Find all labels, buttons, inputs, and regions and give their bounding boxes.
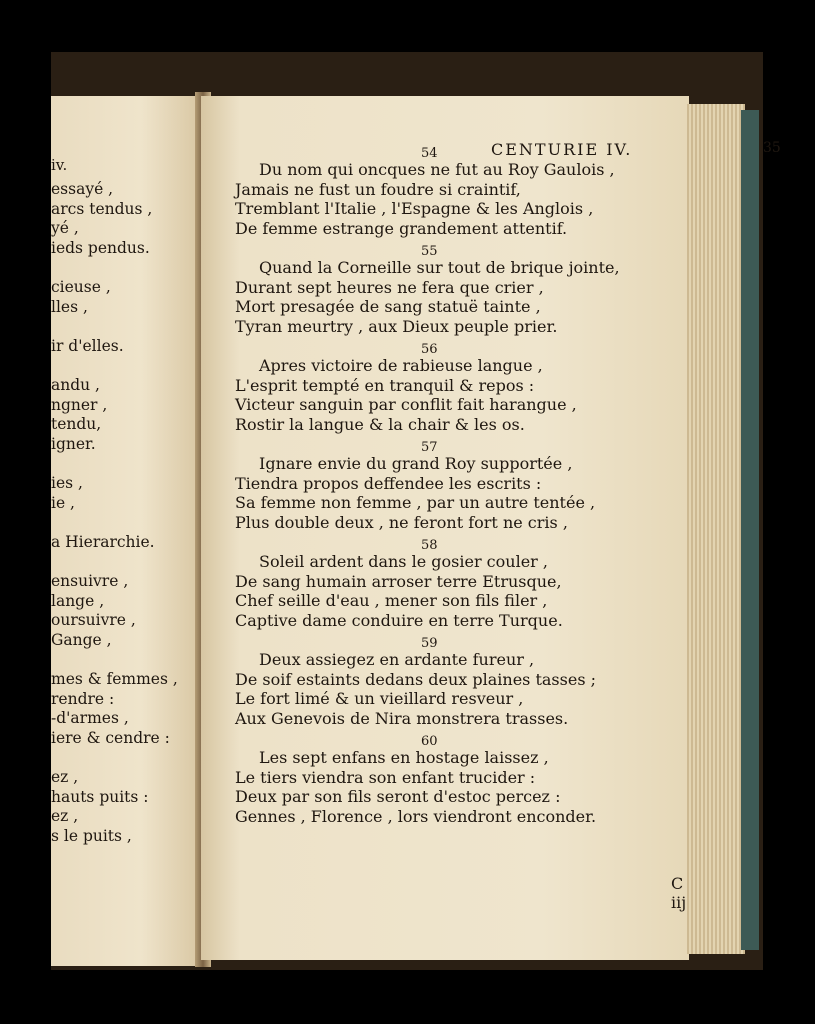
left-page-line: ngner ,: [51, 395, 108, 414]
left-page-line: lange ,: [51, 591, 105, 610]
left-page-line: a Hierarchie.: [51, 532, 155, 551]
verse-line: Durant sept heures ne fera que crier ,: [235, 277, 544, 297]
verse-line: Le tiers viendra son enfant trucider :: [235, 767, 536, 787]
left-page-line: ez ,: [51, 768, 79, 786]
verse-line: Tiendra propos deffendee les escrits :: [235, 473, 542, 493]
verse-line: Chef seille d'eau , mener son fils filer ,: [235, 591, 548, 610]
left-page-line: oursuivre ,: [51, 611, 136, 630]
left-page: [51, 96, 201, 966]
right-page: [201, 96, 781, 960]
left-page-line: lles ,: [51, 297, 88, 316]
left-page-header: iv.: [51, 156, 68, 174]
verse-line: Ignare envie du grand Roy supportée ,: [259, 454, 573, 473]
quatrain-number: 59: [421, 636, 438, 651]
left-page-line: andu ,: [51, 376, 100, 394]
left-page-line: -d'armes ,: [51, 709, 129, 728]
quatrain-number: 55: [421, 244, 438, 259]
left-page-line: essayé ,: [51, 180, 114, 198]
verse-line: Gennes , Florence , lors viendront enconder.: [235, 806, 597, 826]
quatrain-number: 58: [421, 538, 438, 553]
left-page-line: Gange ,: [51, 630, 112, 649]
verse-line: De sang humain arroser terre Etrusque,: [235, 571, 562, 591]
quatrain-number: 60: [421, 734, 438, 749]
verse-line: Soleil ardent dans le gosier couler ,: [259, 552, 548, 571]
verse-line: Quand la Corneille sur tout de brique jointe,: [259, 258, 620, 277]
left-page-line: ies ,: [51, 474, 83, 492]
left-page-line: ez ,: [51, 807, 79, 826]
left-page-line: ieds pendus.: [51, 238, 150, 257]
verse-line: Tremblant l'Italie , l'Espagne & les Anglois ,: [235, 199, 594, 218]
verse-line: Captive dame conduire en terre Turque.: [235, 610, 563, 630]
left-page-line: tendu,: [51, 415, 102, 434]
verse-line: Jamais ne fust un foudre si craintif,: [235, 179, 521, 199]
left-page-line: ir d'elles.: [51, 336, 124, 355]
verse-line: Les sept enfans en hostage laissez ,: [259, 748, 549, 767]
left-page-line: arcs tendus ,: [51, 199, 153, 218]
quatrain-number: 56: [421, 342, 438, 357]
running-head: CENTURIE IV.: [491, 140, 633, 159]
quatrain-number: 54: [421, 146, 438, 161]
verse-line: De soif estaints dedans deux plaines tasses ;: [235, 669, 596, 689]
left-page-line: rendre :: [51, 689, 115, 708]
verse-line: Mort presagée de sang statuë tainte ,: [235, 297, 541, 316]
left-page-line: ensuivre ,: [51, 572, 129, 590]
verse-line: Rostir la langue & la chair & les os.: [235, 414, 525, 434]
verse-line: Du nom qui oncques ne fut au Roy Gaulois ,: [259, 160, 615, 179]
signature-mark: C iij: [671, 874, 687, 912]
left-page-line: iere & cendre :: [51, 728, 170, 747]
quatrain-number: 57: [421, 440, 438, 455]
left-page-line: yé ,: [51, 219, 79, 238]
left-page-line: s le puits ,: [51, 826, 132, 845]
verse-line: Apres victoire de rabieuse langue ,: [259, 356, 543, 375]
verse-line: Sa femme non femme , par un autre tentée ,: [235, 493, 596, 512]
book-cover-edge: [741, 110, 759, 950]
left-page-line: ie ,: [51, 493, 75, 512]
verse-line: Plus double deux , ne feront fort ne cris ,: [235, 512, 568, 532]
left-page-line: hauts puits :: [51, 787, 149, 806]
verse-line: Deux assiegez en ardante fureur ,: [259, 650, 535, 669]
left-page-line: cieuse ,: [51, 278, 111, 296]
verse-line: Aux Genevois de Nira monstrera trasses.: [235, 708, 569, 728]
page-fore-edge: [687, 104, 745, 954]
book-photo: [51, 52, 781, 970]
verse-line: Le fort limé & un vieillard resveur ,: [235, 689, 524, 708]
verse-line: L'esprit tempté en tranquil & repos :: [235, 375, 535, 395]
verse-line: Victeur sanguin par conflit fait harangue ,: [235, 395, 577, 414]
verse-line: Tyran meurtry , aux Dieux peuple prier.: [235, 316, 558, 336]
left-page-line: mes & femmes ,: [51, 670, 178, 688]
verse-line: De femme estrange grandement attentif.: [235, 218, 568, 238]
left-page-line: igner.: [51, 434, 96, 453]
verse-line: Deux par son fils seront d'estoc percez :: [235, 787, 561, 806]
page-number: 35: [763, 140, 781, 156]
